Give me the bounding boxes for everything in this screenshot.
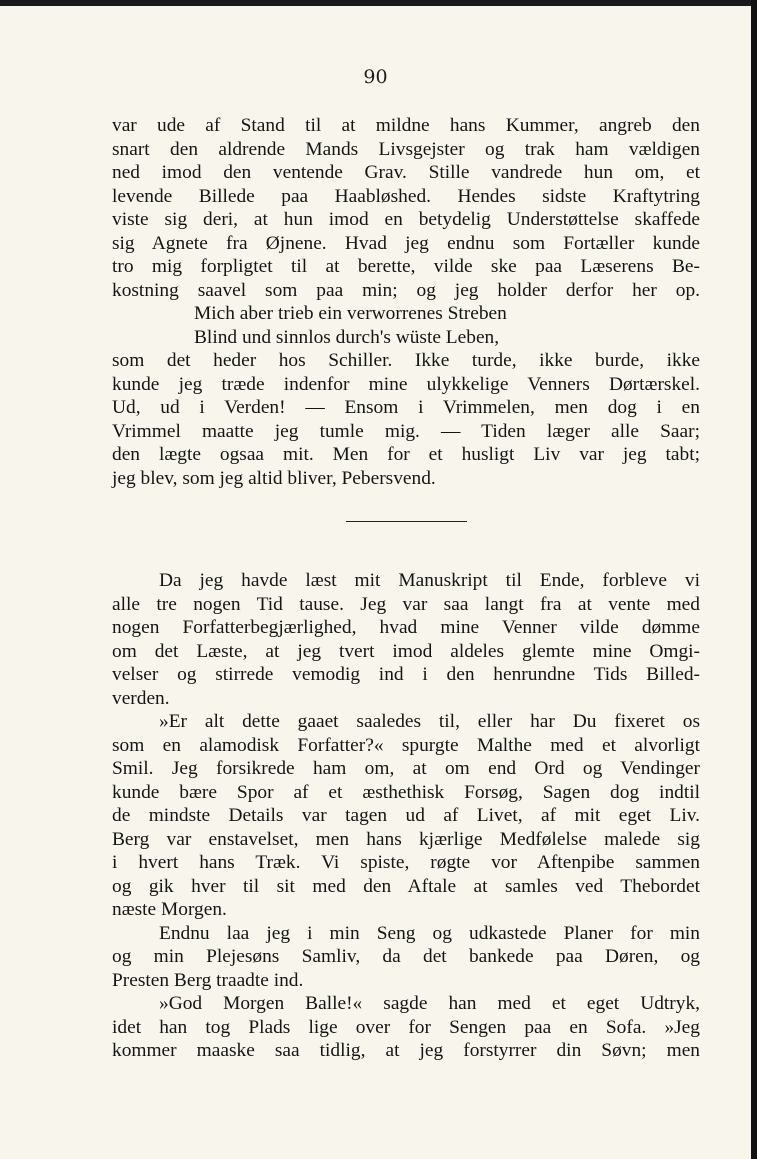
text-line: var ude af Stand til at mildne hans Kummer, angreb den <box>112 115 700 136</box>
text-line: tro mig forpligtet til at berette, vilde ske paa Læserens Be- <box>112 256 700 277</box>
text-line: nogen Forfatterbegjærlighed, hvad mine Venner vilde dømme <box>112 617 700 638</box>
text-line: sig Agnete fra Øjnene. Hvad jeg endnu som Fortæller kunde <box>112 232 700 254</box>
text-line: næste Morgen. <box>112 899 227 920</box>
paragraph-first-line: »Er alt dette gaaet saaledes til, eller har Du fixeret os <box>159 711 700 732</box>
paragraph-first-line: Endnu laa jeg i min Seng og udkastede Planer for min <box>159 922 700 944</box>
verse-line: Mich aber trieb ein verworrenes Streben <box>194 303 507 324</box>
text-line: levende Billede paa Haabløshed. Hendes sidste Kraftytring <box>112 185 700 207</box>
section-divider <box>346 521 467 522</box>
text-line: i hvert hans Træk. Vi spiste, røgte vor Aftenpibe sammen <box>112 852 700 873</box>
book-page <box>0 6 751 1159</box>
text-line: alle tre nogen Tid tause. Jeg var saa langt fra at vente med <box>112 593 700 615</box>
text-line: kostning saavel som paa min; og jeg holder derfor her op. <box>112 279 700 301</box>
text-line: viste sig deri, at hun imod en betydelig Understøttelse skaffede <box>112 209 700 230</box>
text-line: den lægte ogsaa mit. Men for et husligt Liv var jeg tabt; <box>112 444 700 465</box>
text-line: Smil. Jeg forsikrede ham om, at om end Ord og Vendinger <box>112 758 700 779</box>
text-line: velser og stirrede vemodig ind i den henrundne Tids Billed- <box>112 664 700 685</box>
text-line: Vrimmel maatte jeg tumle mig. — Tiden læger alle Saar; <box>112 420 700 442</box>
text-line: ned imod den ventende Grav. Stille vandrede hun om, et <box>112 162 700 183</box>
text-line: som en alamodisk Forfatter?« spurgte Malthe med et alvorligt <box>112 734 700 756</box>
text-line: kunde jeg træde indenfor mine ulykkelige Venners Dørtærskel. <box>112 373 700 395</box>
text-section-1 <box>112 114 700 490</box>
paragraph-first-line: »God Morgen Balle!« sagde han med et eget Udtryk, <box>159 993 700 1014</box>
text-line: kunde bære Spor af et æsthethisk Forsøg, Sagen dog indtil <box>112 781 700 803</box>
text-line: Berg var enstavelset, men hans kjærlige Medfølelse malede sig <box>112 828 700 850</box>
text-line: idet han tog Plads lige over for Sengen paa en Sofa. »Jeg <box>112 1016 700 1038</box>
text-line: Presten Berg traadte ind. <box>112 969 304 991</box>
text-line: de mindste Details var tagen ud af Livet, af mit eget Liv. <box>112 805 700 826</box>
text-line: Ud, ud i Verden! — Ensom i Vrimmelen, men dog i en <box>112 397 700 418</box>
text-line: og gik hver til sit med den Aftale at samles ved Thebordet <box>112 875 700 897</box>
text-line: snart den aldrende Mands Livsgejster og trak ham vældigen <box>112 138 700 160</box>
text-line: om det Læste, at jeg tvert imod aldeles glemte mine Omgi- <box>112 640 700 662</box>
text-section-2 <box>112 569 700 1063</box>
text-line: jeg blev, som jeg altid bliver, Pebersvend. <box>112 467 436 489</box>
paragraph-first-line: Da jeg havde læst mit Manuskript til Ende, forbleve vi <box>159 570 700 591</box>
scan-edge <box>751 0 757 1159</box>
text-line: verden. <box>112 687 170 709</box>
text-line: kommer maaske saa tidlig, at jeg forstyrrer din Søvn; men <box>112 1040 700 1061</box>
page-number: 90 <box>363 66 388 88</box>
text-line: og min Plejesøns Samliv, da det bankede paa Døren, og <box>112 946 700 967</box>
text-line: som det heder hos Schiller. Ikke turde, ikke burde, ikke <box>112 350 700 371</box>
verse-line: Blind und sinnlos durch's wüste Leben, <box>194 326 500 348</box>
